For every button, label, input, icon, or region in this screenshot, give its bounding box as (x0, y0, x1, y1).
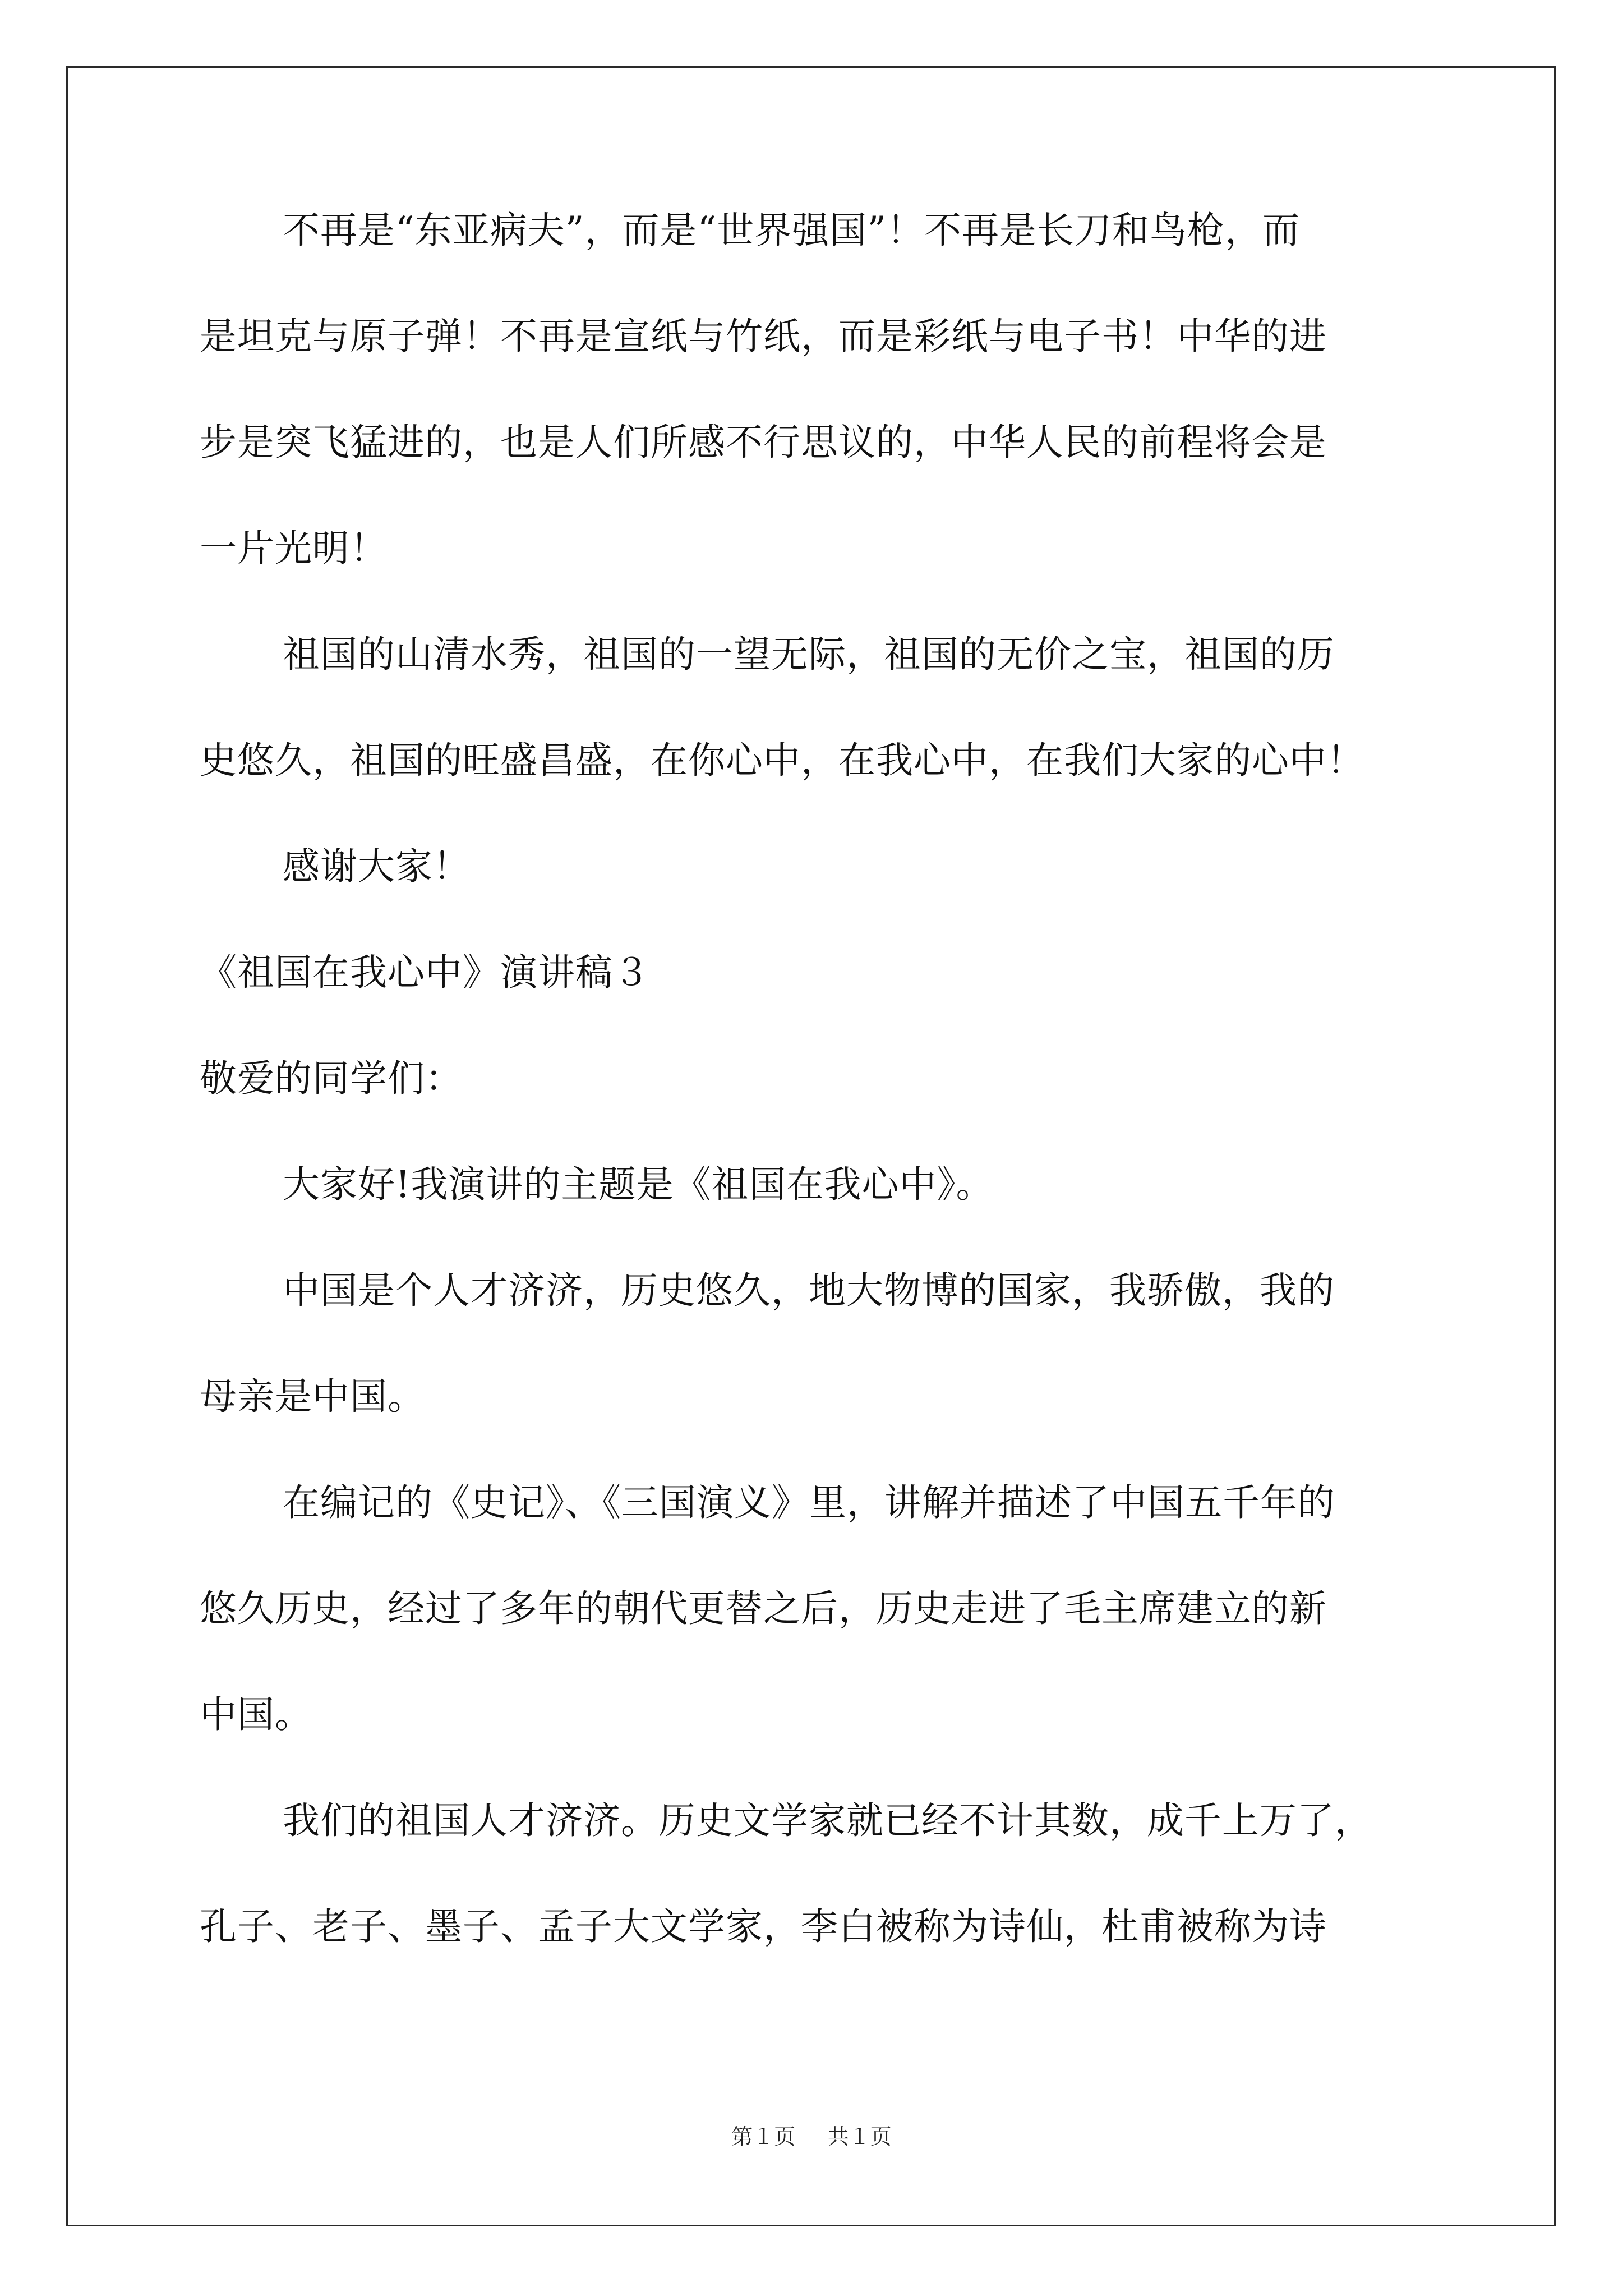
paragraph-line: 不再是“东亚病夫”，而是“世界强国”！不再是长刀和鸟枪，而 (283, 209, 1300, 252)
paragraph-line: 是坦克与原子弹！不再是宣纸与竹纸，而是彩纸与电子书！中华的进 (200, 315, 1327, 358)
salutation: 敬爱的同学们： (200, 1057, 463, 1100)
paragraph-line: 祖国的山清水秀，祖国的一望无际，祖国的无价之宝，祖国的历 (283, 633, 1335, 676)
paragraph-line: 母亲是中国。 (200, 1375, 425, 1418)
paragraph-line: 在编记的《史记》、《三国演义》里，讲解并描述了中国五千年的 (283, 1481, 1335, 1524)
paragraph-line: 中国。 (200, 1693, 312, 1736)
closing-line: 感谢大家！ (283, 845, 471, 888)
paragraph-line: 中国是个人才济济，历史悠久，地大物博的国家，我骄傲，我的 (283, 1269, 1335, 1312)
page-number: 第１页 (731, 2125, 796, 2149)
page-border (66, 66, 1556, 2226)
paragraph-line: 一片光明！ (200, 527, 388, 570)
paragraph-line: 史悠久，祖国的旺盛昌盛，在你心中，在我心中，在我们大家的心中！ (200, 739, 1364, 782)
paragraph-line: 大家好!我演讲的主题是《祖国在我心中》。 (283, 1163, 994, 1206)
paragraph-line: 步是突飞猛进的，也是人们所感不行思议的，中华人民的前程将会是 (200, 421, 1327, 464)
page-total: 共１页 (827, 2125, 892, 2149)
paragraph-line: 孔子、老子、墨子、孟子大文学家，李白被称为诗仙，杜甫被称为诗 (200, 1905, 1327, 1948)
paragraph-line: 我们的祖国人才济济。历史文学家就已经不计其数，成千上万了， (283, 1799, 1372, 1842)
page-footer (0, 2126, 1623, 2148)
paragraph-line: 悠久历史，经过了多年的朝代更替之后，历史走进了毛主席建立的新 (200, 1587, 1327, 1630)
section-title: 《祖国在我心中》演讲稿３ (200, 951, 651, 994)
